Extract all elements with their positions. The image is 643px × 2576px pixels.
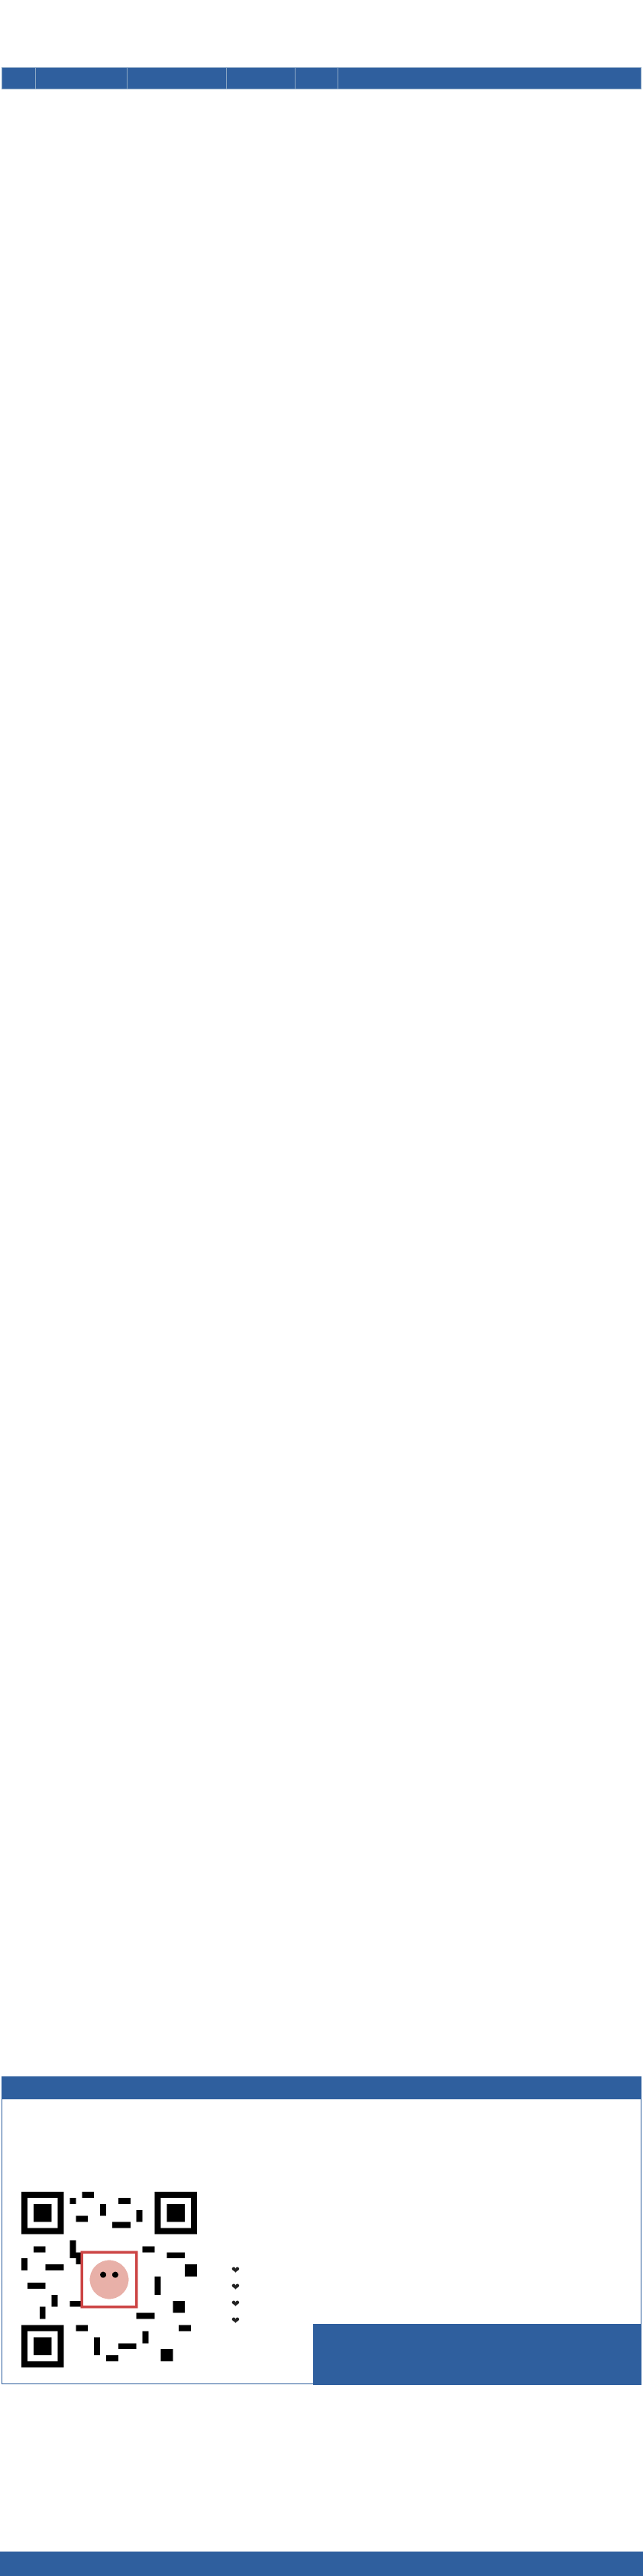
closing-box — [313, 2324, 641, 2385]
note-item: ❤ — [231, 2315, 240, 2327]
col-header-spec — [227, 68, 296, 89]
rules-section — [2, 2387, 641, 2548]
promo-title — [2, 2077, 641, 2099]
lot-table — [2, 67, 641, 89]
col-header-name — [128, 68, 227, 89]
col-header-price — [296, 68, 338, 89]
table-header-row — [2, 68, 641, 89]
col-header-desc — [338, 68, 641, 89]
col-header-index — [2, 68, 36, 89]
qr-code-icon[interactable] — [21, 2192, 197, 2367]
note-item: ❤ — [231, 2265, 240, 2277]
notes-list — [231, 2263, 636, 2330]
reminder-bar — [0, 2552, 643, 2576]
page-header — [0, 0, 643, 69]
note-item: ❤ — [231, 2299, 240, 2310]
note-item: ❤ — [231, 2282, 240, 2293]
col-header-code — [36, 68, 128, 89]
